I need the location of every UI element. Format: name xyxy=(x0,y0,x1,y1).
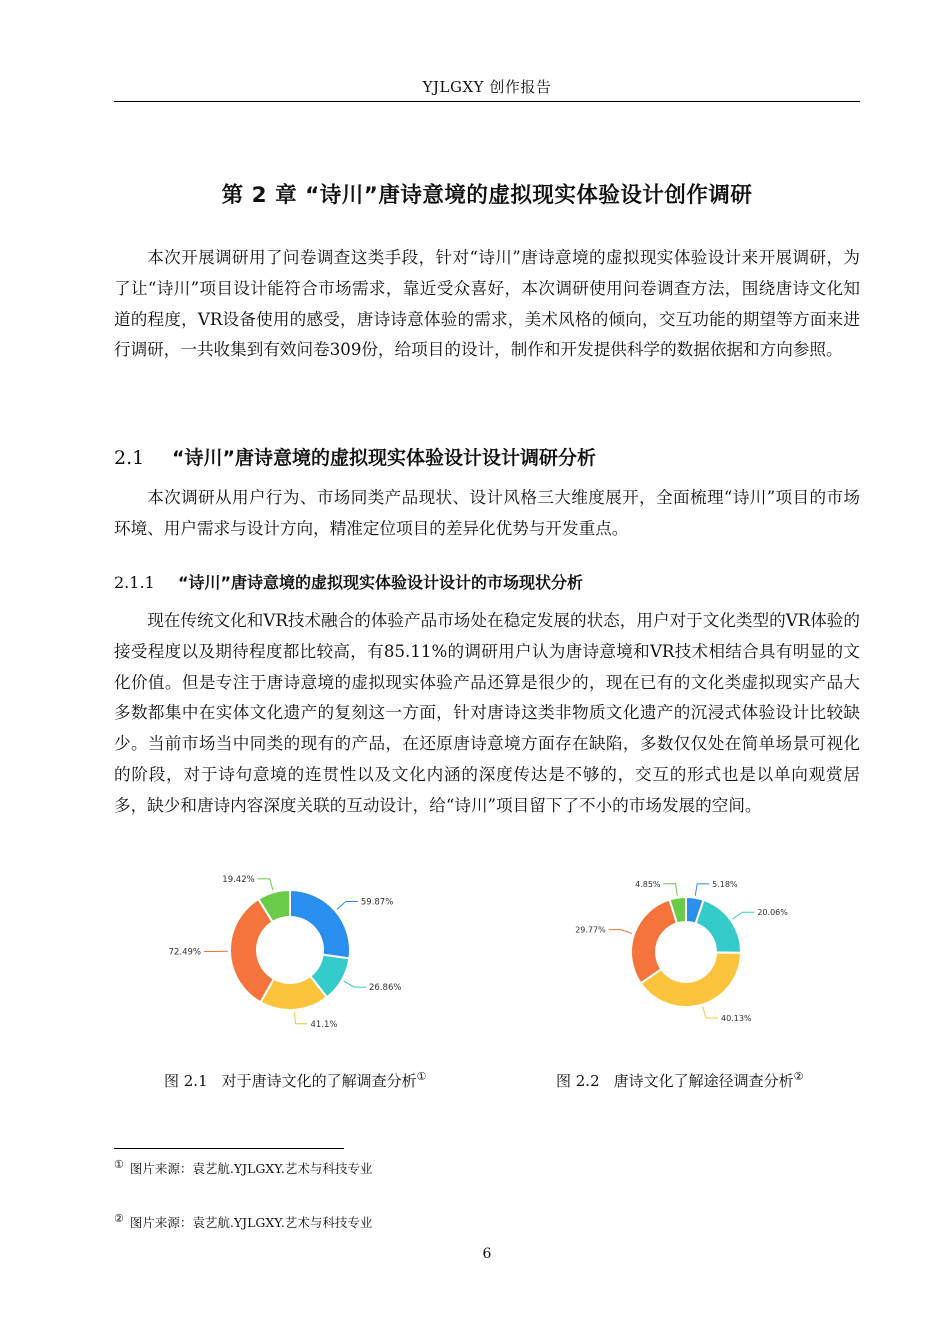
intro-paragraph: 本次开展调研用了问卷调查这类手段，针对“诗川”唐诗意境的虚拟现实体验设计来开展调研，为了让“诗川”项目设计能符合市场需求，靠近受众喜好，本次调研使用问卷调查方法，围绕唐诗文化知道的程度，VR设备使用的感受，唐诗诗意体验的需求，美术风格的倾向，交互功能的期望等方面来进行调研，一共收集到有效问卷309份，给项目的设计，制作和开发提供科学的数据依据和方向参照。 xyxy=(114,248,860,360)
subsection-number: 2.1.1 xyxy=(114,573,155,592)
subsection-heading xyxy=(114,570,860,593)
footnote-rule xyxy=(114,1148,344,1149)
donut-2-leader-2 xyxy=(733,912,755,919)
footnote-text-2: 图片来源：袁艺航.YJLGXY.艺术与科技专业 xyxy=(129,1215,373,1231)
header-rule xyxy=(114,101,860,102)
footnote-1 xyxy=(114,1158,372,1177)
donut-2-label-5: 4.85% xyxy=(635,879,661,889)
figure-note-1: ① xyxy=(416,1070,427,1083)
donut-1-label-1: 59.87% xyxy=(360,897,394,908)
donut-1-leader-5 xyxy=(258,879,273,891)
footnote-2 xyxy=(114,1212,372,1231)
donut-2-label-4: 29.77% xyxy=(575,925,606,935)
market-paragraph: 现在传统文化和VR技术融合的体验产品市场处在稳定发展的状态，用户对于文化类型的VR体验的接受程度以及期待程度都比较高，有85.11%的调研用户认为唐诗意境和VR技术相结合具有明显的文化价值。但是专注于唐诗意境的虚拟现实体验产品还算是很少的，现在已有的文化类虚拟现实产品大多数都集中在实体文化遗产的复刻这一方面，针对唐诗这类非物质文化遗产的沉浸式体验设计比较缺少。当前市场当中同类的现有的产品，在还原唐诗意境方面存在缺陷，多数仅仅处在简单场景可视化的阶段，对于诗句意境的连贯性以及文化内涵的深度传达是不够的，交互的形式也是以单向观赏居多，缺少和唐诗内容深度关联的互动设计，给“诗川”项目留下了不小的市场发展的空间。 xyxy=(114,611,860,815)
figure-title-1: 对于唐诗文化的了解调查分析 xyxy=(221,1072,417,1090)
donut-chart-tang-poetry-knowledge xyxy=(150,868,450,1048)
donut-2-leader-4 xyxy=(609,930,632,934)
figure-caption-1 xyxy=(164,1070,427,1091)
footnote-mark-1: ① xyxy=(114,1158,124,1171)
figure-label-1: 图 2.1 xyxy=(164,1072,208,1090)
donut-2-leader-3 xyxy=(703,1007,718,1018)
footnote-mark-2: ② xyxy=(114,1212,124,1225)
figure-caption-2 xyxy=(556,1070,804,1091)
donut-1-slice-1 xyxy=(290,890,350,958)
donut-2-label-2: 20.06% xyxy=(757,908,788,918)
page-number: 6 xyxy=(482,1246,492,1262)
donut-1-label-3: 41.1% xyxy=(310,1019,338,1030)
donut-1-label-5: 19.42% xyxy=(222,874,255,885)
donut-1-label-4: 72.49% xyxy=(168,947,202,958)
footnote-text-1: 图片来源：袁艺航.YJLGXY.艺术与科技专业 xyxy=(129,1161,373,1177)
figure-note-2: ② xyxy=(793,1070,804,1083)
figure-title-2: 唐诗文化了解途径调查分析 xyxy=(613,1072,794,1090)
donut-1-label-2: 26.86% xyxy=(369,983,402,994)
donut-1-leader-3 xyxy=(295,1012,308,1024)
donut-2-label-3: 40.13% xyxy=(721,1014,752,1024)
chapter-title: 第 2 章 “诗川”唐诗意境的虚拟现实体验设计创作调研 xyxy=(221,183,753,208)
donut-2-slice-2 xyxy=(696,900,741,953)
section-number: 2.1 xyxy=(114,447,145,469)
donut-2-leader-1 xyxy=(695,884,709,896)
donut-1-leader-2 xyxy=(344,981,366,987)
section-intro-paragraph: 本次调研从用户行为、市场同类产品现状、设计风格三大维度展开，全面梳理“诗川”项目的市场环境、用户需求与设计方向，精准定位项目的差异化优势与开发重点。 xyxy=(114,488,860,538)
donut-2-leader-5 xyxy=(664,884,678,896)
section-title: “诗川”唐诗意境的虚拟现实体验设计设计调研分析 xyxy=(172,447,596,469)
donut-2-label-1: 5.18% xyxy=(712,879,738,889)
page-header: YJLGXY 创作报告 xyxy=(422,78,552,96)
donut-1-leader-1 xyxy=(337,901,358,909)
subsection-title: “诗川”唐诗意境的虚拟现实体验设计设计的市场现状分析 xyxy=(178,573,584,592)
donut-2-slice-4 xyxy=(631,900,677,984)
figure-label-2: 图 2.2 xyxy=(556,1072,600,1090)
section-heading xyxy=(114,443,860,470)
donut-chart-knowledge-channels xyxy=(560,868,820,1028)
